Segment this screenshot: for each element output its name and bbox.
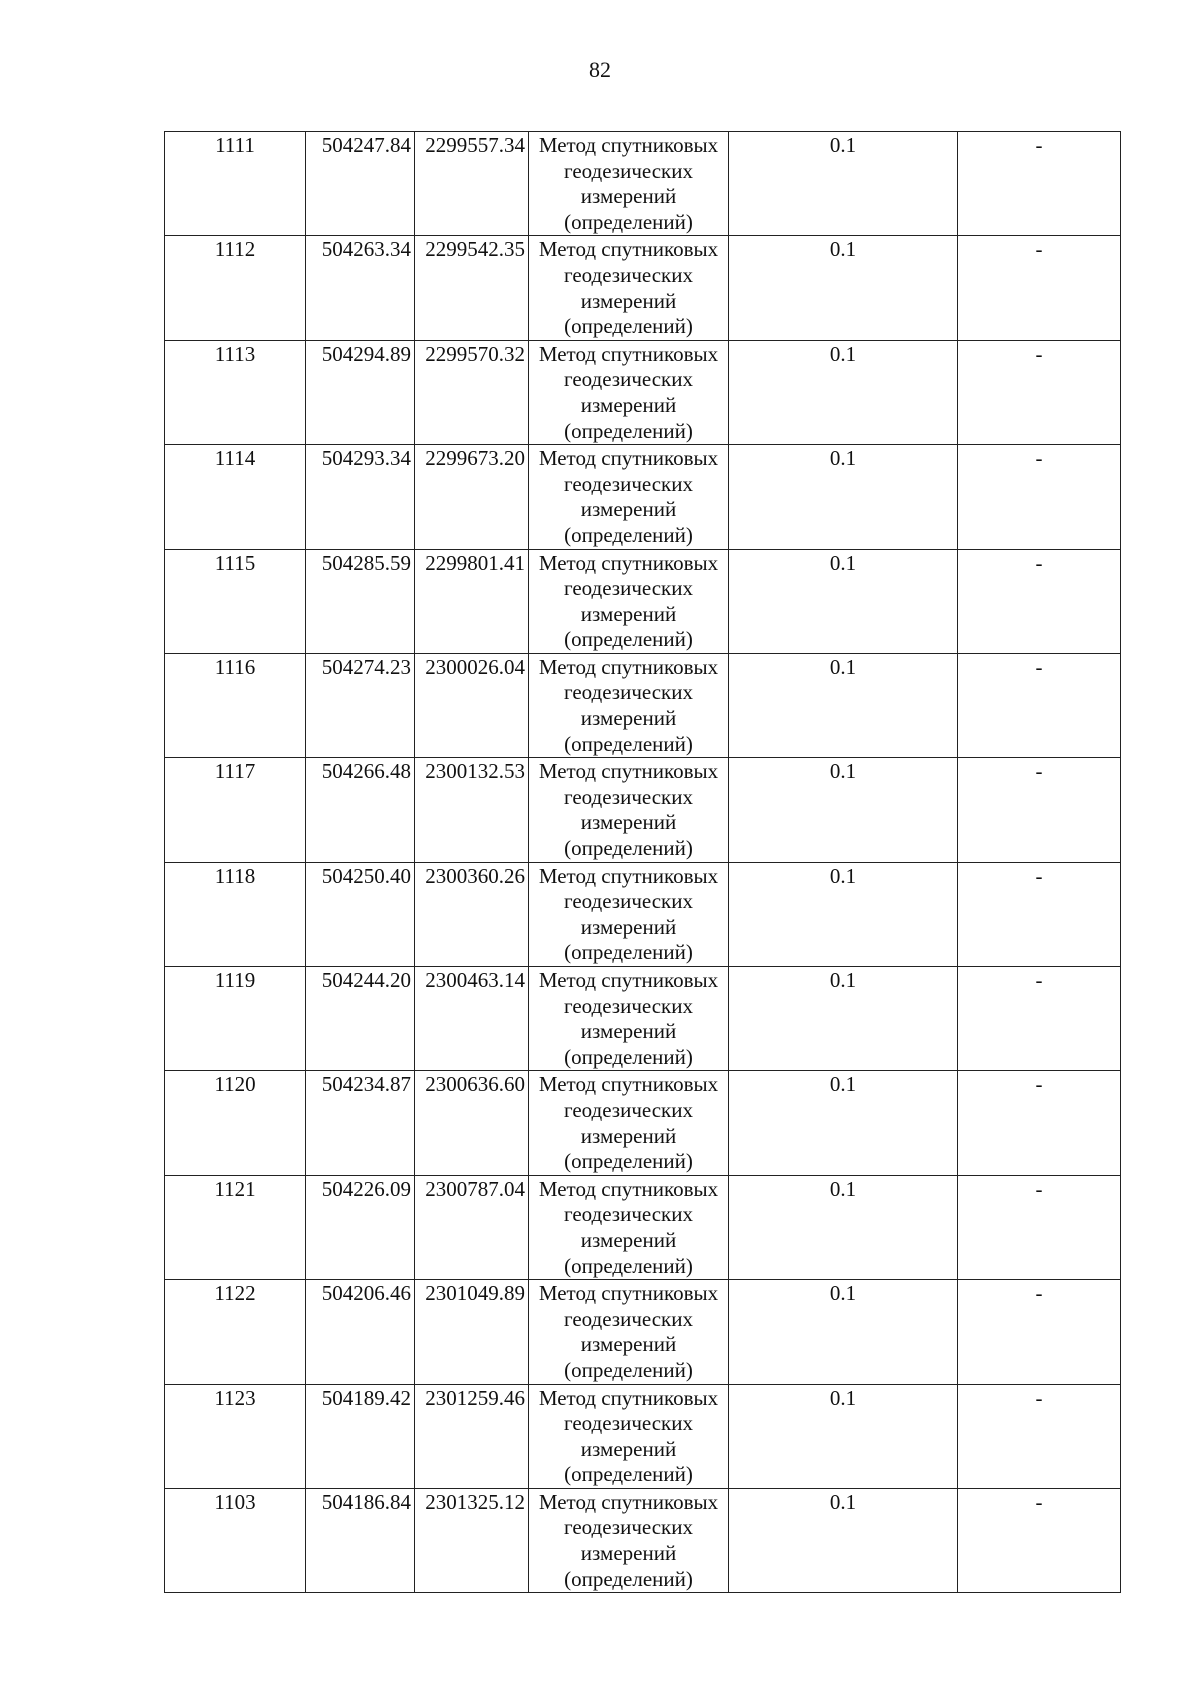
table-row [165,1488,1121,1592]
description-cell: - [958,445,1121,549]
description-cell: - [958,653,1121,757]
method-line: измерений [580,392,677,417]
point-number-cell: 1119 [165,967,306,1071]
x-coordinate-cell: 504186.84 [306,1488,415,1592]
method-line: измерений [580,184,677,209]
method-cell [529,445,729,549]
x-coordinate-cell: 504234.87 [306,1071,415,1175]
y-coordinate-cell: 2299570.32 [415,340,529,444]
y-coordinate-cell: 2300787.04 [415,1175,529,1279]
y-coordinate-cell: 2301049.89 [415,1280,529,1384]
method-line: Метод спутниковых [538,1489,719,1514]
method-line: геодезических [563,1515,693,1540]
method-line: Метод спутниковых [538,968,719,992]
method-line: Метод спутниковых [538,1176,719,1201]
method-line: измерений [580,1227,677,1252]
x-coordinate-cell: 504189.42 [306,1384,415,1488]
method-cell [529,967,729,1071]
x-coordinate-cell: 504266.48 [306,758,415,862]
table-row [165,236,1121,340]
table-body [165,132,1121,1593]
method-line: (определений) [564,209,693,234]
method-cell [529,1280,729,1384]
method-line: измерений [580,706,677,731]
method-line: измерений [580,1332,677,1357]
y-coordinate-cell: 2300636.60 [415,1071,529,1175]
y-coordinate-cell: 2299801.41 [415,549,529,653]
method-line: (определений) [564,1566,693,1591]
method-line: геодезических [563,680,693,705]
description-cell: - [958,549,1121,653]
accuracy-cell: 0.1 [729,967,958,1071]
accuracy-cell: 0.1 [729,1280,958,1384]
method-line: геодезических [563,1097,693,1122]
description-cell: - [958,132,1121,236]
method-line: (определений) [564,418,693,443]
y-coordinate-cell: 2299557.34 [415,132,529,236]
method-line: (определений) [564,522,693,547]
point-number-cell: 1114 [165,445,306,549]
y-coordinate-cell: 2299542.35 [415,236,529,340]
y-coordinate-cell: 2301325.12 [415,1488,529,1592]
method-line: Метод спутниковых [538,341,719,366]
x-coordinate-cell: 504206.46 [306,1280,415,1384]
description-cell: - [958,236,1121,340]
y-coordinate-cell: 2300360.26 [415,862,529,966]
method-line: Метод спутниковых [538,1385,719,1410]
description-cell: - [958,758,1121,862]
accuracy-cell: 0.1 [729,132,958,236]
method-cell [529,236,729,340]
accuracy-cell: 0.1 [729,758,958,862]
method-cell [529,1175,729,1279]
table-row [165,653,1121,757]
table-row [165,1071,1121,1175]
x-coordinate-cell: 504285.59 [306,549,415,653]
table-row [165,1384,1121,1488]
method-line: Метод спутниковых [538,654,719,679]
method-line: измерений [580,601,677,626]
point-number-cell: 1121 [165,1175,306,1279]
method-line: геодезических [563,367,693,392]
x-coordinate-cell: 504247.84 [306,132,415,236]
method-cell [529,1488,729,1592]
method-line: (определений) [564,1462,693,1487]
y-coordinate-cell: 2299673.20 [415,445,529,549]
description-cell: - [958,862,1121,966]
method-line: (определений) [564,1253,693,1278]
table-row [165,1280,1121,1384]
method-line: (определений) [564,627,693,652]
method-line: геодезических [563,158,693,183]
method-line: измерений [580,288,677,313]
method-line: Метод спутниковых [538,237,719,262]
method-line: геодезических [563,262,693,287]
method-cell [529,1071,729,1175]
accuracy-cell: 0.1 [729,1071,958,1175]
accuracy-cell: 0.1 [729,1488,958,1592]
x-coordinate-cell: 504294.89 [306,340,415,444]
point-number-cell: 1112 [165,236,306,340]
point-number-cell: 1118 [165,862,306,966]
method-line: Метод спутниковых [538,446,719,471]
method-line: геодезических [563,471,693,496]
method-cell [529,1384,729,1488]
method-line: (определений) [564,1044,693,1069]
point-number-cell: 1113 [165,340,306,444]
method-line: измерений [580,497,677,522]
method-line: (определений) [564,836,693,861]
point-number-cell: 1122 [165,1280,306,1384]
method-line: (определений) [564,314,693,339]
method-line: измерений [580,1019,677,1044]
table-row [165,862,1121,966]
method-line: (определений) [564,1357,693,1382]
method-cell [529,758,729,862]
table-row [165,340,1121,444]
point-number-cell: 1117 [165,758,306,862]
x-coordinate-cell: 504244.20 [306,967,415,1071]
table-row [165,1175,1121,1279]
point-number-cell: 1103 [165,1488,306,1592]
point-number-cell: 1123 [165,1384,306,1488]
y-coordinate-cell: 2300132.53 [415,758,529,862]
method-line: геодезических [563,1411,693,1436]
accuracy-cell: 0.1 [729,340,958,444]
coordinates-table [164,131,1121,1593]
accuracy-cell: 0.1 [729,653,958,757]
accuracy-cell: 0.1 [729,236,958,340]
method-line: (определений) [564,731,693,756]
method-line: Метод спутниковых [538,759,719,784]
accuracy-cell: 0.1 [729,549,958,653]
method-line: измерений [580,1541,677,1566]
method-line: Метод спутниковых [538,1072,719,1097]
description-cell: - [958,340,1121,444]
description-cell: - [958,967,1121,1071]
method-line: геодезических [563,576,693,601]
method-cell [529,340,729,444]
x-coordinate-cell: 504274.23 [306,653,415,757]
method-cell [529,132,729,236]
method-line: измерений [580,914,677,939]
method-cell [529,862,729,966]
x-coordinate-cell: 504263.34 [306,236,415,340]
description-cell: - [958,1175,1121,1279]
method-line: геодезических [563,784,693,809]
y-coordinate-cell: 2301259.46 [415,1384,529,1488]
point-number-cell: 1115 [165,549,306,653]
x-coordinate-cell: 504293.34 [306,445,415,549]
y-coordinate-cell: 2300026.04 [415,653,529,757]
point-number-cell: 1111 [165,132,306,236]
description-cell: - [958,1488,1121,1592]
method-line: Метод спутниковых [538,133,719,157]
accuracy-cell: 0.1 [729,862,958,966]
accuracy-cell: 0.1 [729,1175,958,1279]
x-coordinate-cell: 504250.40 [306,862,415,966]
method-line: геодезических [563,1202,693,1227]
x-coordinate-cell: 504226.09 [306,1175,415,1279]
table-row [165,132,1121,236]
method-line: геодезических [563,993,693,1018]
method-cell [529,653,729,757]
method-line: Метод спутниковых [538,1281,719,1306]
method-line: (определений) [564,1149,693,1174]
y-coordinate-cell: 2300463.14 [415,967,529,1071]
description-cell: - [958,1384,1121,1488]
accuracy-cell: 0.1 [729,1384,958,1488]
table-row [165,549,1121,653]
method-cell [529,549,729,653]
method-line: Метод спутниковых [538,550,719,575]
method-line: измерений [580,1123,677,1148]
accuracy-cell: 0.1 [729,445,958,549]
point-number-cell: 1116 [165,653,306,757]
table-row [165,445,1121,549]
method-line: геодезических [563,1306,693,1331]
method-line: геодезических [563,889,693,914]
method-line: измерений [580,1436,677,1461]
method-line: Метод спутниковых [538,863,719,888]
method-line: (определений) [564,940,693,965]
table-row [165,967,1121,1071]
description-cell: - [958,1071,1121,1175]
table-row [165,758,1121,862]
method-line: измерений [580,810,677,835]
point-number-cell: 1120 [165,1071,306,1175]
description-cell: - [958,1280,1121,1384]
page-number: 82 [589,57,611,82]
